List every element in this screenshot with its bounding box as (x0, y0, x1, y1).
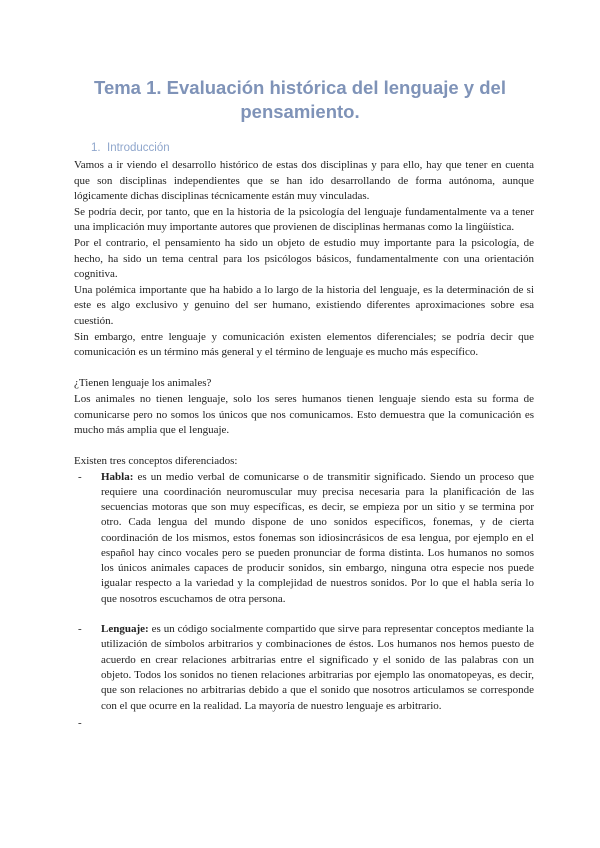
section-number: 1. (91, 142, 101, 154)
intro-paragraph: Sin embargo, entre lenguaje y comunicación existen elementos diferenciales; se podría decir que comunicación es un término más general y el término de lenguaje es mucho más específico. (74, 330, 534, 359)
spacer (74, 361, 534, 377)
definition-lenguaje: es un código socialmente compartido que sirve para representar conceptos mediante la utilización de símbolos arbitrarios y combinaciones de éstos. Los humanos nos hemos puesto de acuerdo en crear relaciones arbitrarias entre el significado y el sonido de las palabras con un objeto. Todos los sonidos no tienen relaciones arbitrarias por ejemplo las onomatopeyas, es decir, que son relaciones no arbitrarias debido a que el sonido que nosotros articulamos se corresponde con el que ocurre en la realidad. La mayoría de nuestro lenguaje es arbitrario. (101, 622, 534, 712)
list-item-habla (74, 470, 534, 607)
animals-answer: Los animales no tienen lenguaje, solo los seres humanos tienen lenguaje siendo esta su forma de comunicarse pero no somos los únicos que nos comunicamos. Esto demuestra que la comunicación es mucho más amplia que el lenguaje. (74, 392, 534, 437)
title-line-1: Tema 1. Evaluación histórica del lenguaje y del (94, 77, 506, 98)
animals-question: ¿Tienen lenguaje los animales? (74, 377, 212, 390)
concepts-list (74, 470, 534, 732)
section-heading-text: Introducción (107, 142, 170, 154)
intro-paragraph: Se podría decir, por tanto, que en la historia de la psicología del lenguaje fundamentalmente va a tener una implicación muy importante autores que provienen de disciplinas hermanas como la lingüística. (74, 205, 534, 234)
section-heading (91, 142, 170, 154)
term-lenguaje: Lenguaje: (101, 622, 149, 635)
intro-paragraph: Vamos a ir viendo el desarrollo histórico de estas dos disciplinas y para ello, hay que tener en cuenta que son disciplinas independientes que se han ido desarrollando de forma autónoma, aunque lógicamente dichas disciplinas técnicamente están muy vinculadas. (74, 159, 534, 203)
list-item-lenguaje (74, 622, 534, 714)
concepts-intro: Existen tres conceptos diferenciados: (74, 455, 238, 468)
list-bullet: - (78, 622, 82, 635)
page-title (70, 76, 530, 124)
document-body (74, 158, 534, 732)
list-bullet: - (78, 470, 82, 483)
list-bullet: - (78, 717, 82, 730)
list-item-empty (74, 716, 534, 732)
intro-paragraph: Por el contrario, el pensamiento ha sido un objeto de estudio muy importante para la psicología, de hecho, ha sido un tema central para los psicólogos básicos, fundamentalmente con una orientación cognitiva. (74, 236, 534, 281)
definition-habla: es un medio verbal de comunicarse o de transmitir significado. Siendo un proceso que requiere una coordinación neuromuscular muy precisa necesaria para la planificación de las secuencias motoras que son muy específicas, es decir, se empieza por un sitio y se termina por otro. Cada lengua del mundo dispone de uno sonidos específicos, fonemas, y de cierta coordinación de los mismos, estos fonemas son idiosincrásicos de esa lengua, por ejemplo en el español hay cinco vocales pero se pueden pronunciar de forma distinta. Los humanos no somos los únicos animales capaces de producir sonidos, sin embargo, ninguna otra especie nos puede igualar respecto a la variedad y la complejidad de nuestros sonidos. Por lo que el habla sería lo que nosotros escuchamos de otra persona. (101, 470, 534, 605)
spacer (74, 439, 534, 455)
term-habla: Habla: (101, 470, 134, 483)
title-line-2: pensamiento. (240, 101, 360, 122)
intro-paragraph: Una polémica importante que ha habido a lo largo de la historia del lenguaje, es la determinación de si este es algo exclusivo y genuino del ser humano, existiendo diferentes aproximaciones sobre esa cuestión. (74, 283, 534, 327)
